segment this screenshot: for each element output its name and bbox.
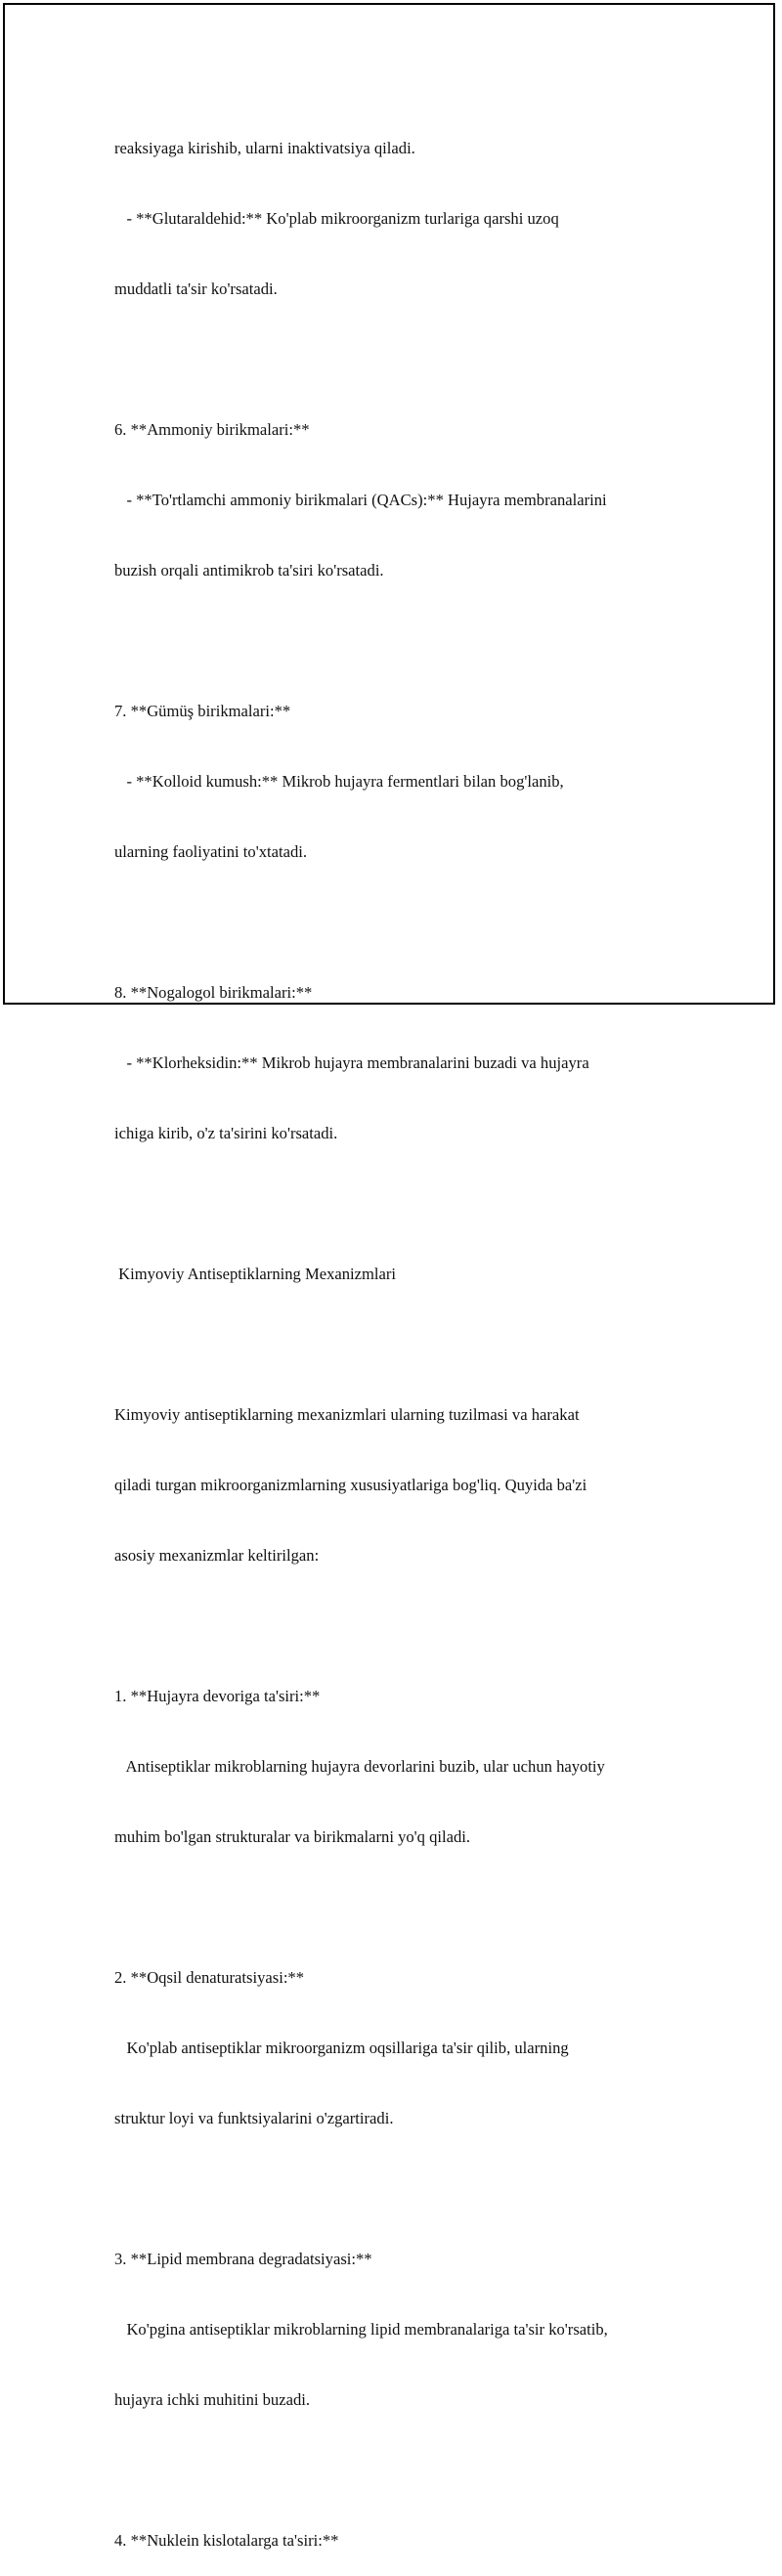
blank-line [114,2459,701,2482]
text-line: Ko'pgina antiseptiklar mikroblarning lipid membranalariga ta'sir ko'rsatib, [114,2320,608,2339]
text-line: struktur loyi va funktsiyalarini o'zgartiradi. [114,2109,394,2127]
text-line: Antiseptiklar mikroblarning hujayra devorlarini buzib, ular uchun hayotiy [114,1757,605,1776]
section-heading: Kimyoviy Antiseptiklarning Mexanizmlari [114,1265,397,1283]
text-line: Kimyoviy antiseptiklarning mexanizmlari ularning tuzilmasi va harakat [114,1405,580,1424]
list-heading: 1. **Hujayra devoriga ta'siri:** [114,1687,321,1705]
text-line: - **To'rtlamchi ammoniy birikmalari (QACs):** Hujayra membranalarini [114,491,607,509]
list-heading: 8. **Nogalogol birikmalari:** [114,983,313,1002]
text-line: muhim bo'lgan strukturalar va birikmalarni yo'q qiladi. [114,1827,471,1846]
text-line: ichiga kirib, o'z ta'sirini ko'rsatadi. [114,1124,338,1142]
text-line: buzish orqali antimikrob ta'siri ko'rsatadi. [114,561,384,580]
blank-line [114,1614,701,1638]
blank-line [114,348,701,371]
text-line: asosiy mexanizmlar keltirilgan: [114,1546,320,1565]
text-line: - **Kolloid kumush:** Mikrob hujayra fermentlari bilan bog'lanib, [114,772,564,791]
text-line: - **Glutaraldehid:** Ko'plab mikroorganizm turlariga qarshi uzoq [114,209,559,228]
text-line: ularning faoliyatini to'xtatadi. [114,842,307,861]
blank-line [114,911,701,934]
text-line: Ko'plab antiseptiklar mikroorganizm oqsillariga ta'sir qilib, ularning [114,2039,569,2057]
text-line: muddatli ta'sir ko'rsatadi. [114,279,278,298]
blank-line [114,2177,701,2201]
list-heading: 7. **Gümüş birikmalari:** [114,702,291,720]
list-heading: 4. **Nuklein kislotalarga ta'siri:** [114,2531,339,2550]
document-body [114,90,701,2576]
text-line: reaksiyaga kirishib, ularni inaktivatsiya qiladi. [114,139,415,157]
blank-line [114,1896,701,1919]
text-line: qiladi turgan mikroorganizmlarning xususiyatlariga bog'liq. Quyida ba'zi [114,1476,587,1494]
blank-line [114,1192,701,1216]
list-heading: 3. **Lipid membrana degradatsiyasi:** [114,2250,372,2268]
text-line: - **Klorheksidin:** Mikrob hujayra membranalarini buzadi va hujayra [114,1053,589,1072]
blank-line [114,629,701,653]
list-heading: 2. **Oqsil denaturatsiyasi:** [114,1968,305,1987]
list-heading: 6. **Ammoniy birikmalari:** [114,420,310,439]
blank-line [114,1333,701,1356]
text-line: hujayra ichki muhitini buzadi. [114,2390,311,2409]
